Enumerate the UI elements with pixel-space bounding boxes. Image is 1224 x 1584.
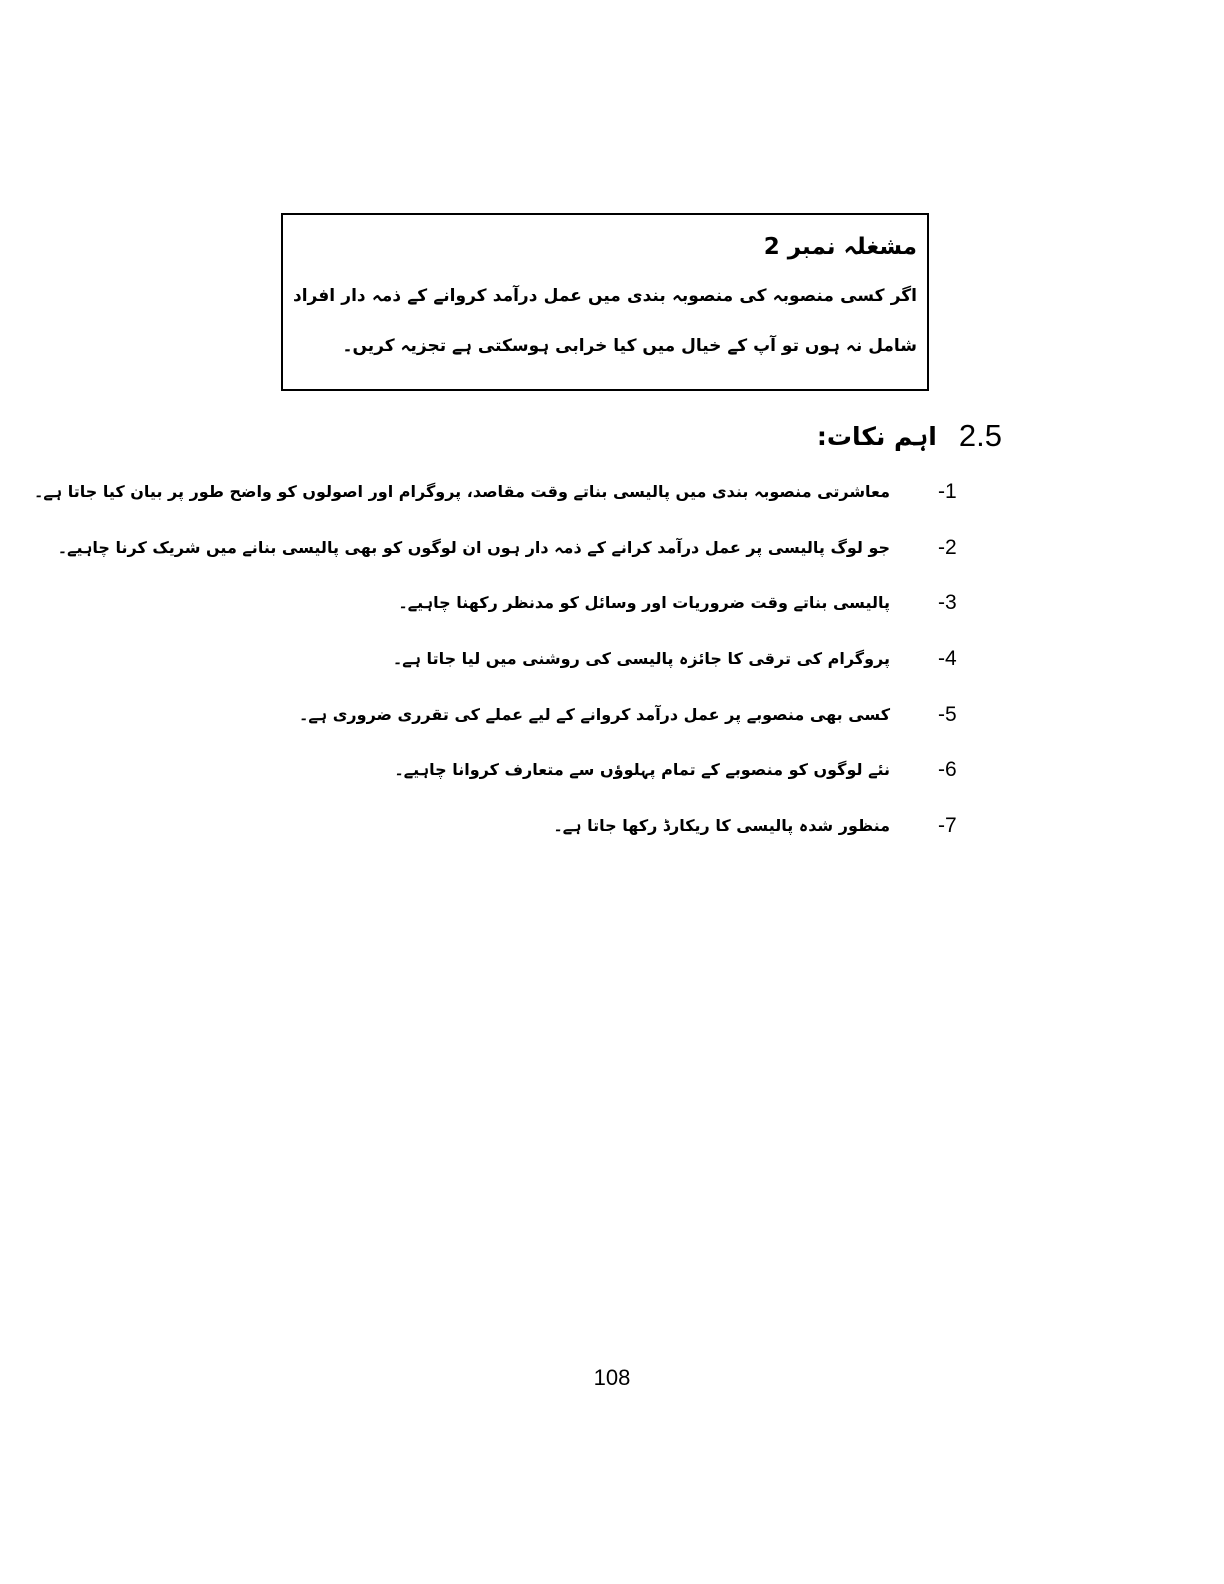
section-title: اہم نکات: bbox=[816, 421, 937, 451]
point-number: -1 bbox=[938, 480, 957, 503]
point-text: جو لوگ پالیسی پر عمل درآمد کرانے کے ذمہ دار ہوں ان لوگوں کو بھی پالیسی بنانے میں شریک کرنا چاہیے۔ bbox=[57, 537, 890, 557]
list-item bbox=[0, 581, 1224, 637]
key-points-list bbox=[0, 470, 1224, 860]
point-text: پروگرام کی ترقی کا جائزہ پالیسی کی روشنی میں لیا جاتا ہے۔ bbox=[392, 649, 890, 669]
point-number: -6 bbox=[938, 758, 957, 782]
activity-title: مشغلہ نمبر 2 bbox=[763, 234, 917, 260]
point-text: نئے لوگوں کو منصوبے کے تمام پہلوؤں سے متعارف کروانا چاہیے۔ bbox=[394, 760, 890, 780]
list-item bbox=[0, 526, 1224, 582]
section-heading bbox=[817, 414, 1002, 458]
list-item bbox=[0, 470, 1224, 526]
list-item bbox=[0, 637, 1224, 693]
point-number: -4 bbox=[938, 647, 957, 671]
activity-box bbox=[281, 213, 929, 391]
page-number: 108 bbox=[593, 1365, 631, 1390]
point-number: -7 bbox=[938, 814, 957, 838]
point-text: پالیسی بناتے وقت ضروریات اور وسائل کو مدنظر رکھنا چاہیے۔ bbox=[398, 593, 890, 613]
point-number: -3 bbox=[938, 591, 957, 615]
list-item bbox=[0, 748, 1224, 804]
activity-text: اگر کسی منصوبہ کی منصوبہ بندی میں عمل درآمد کروانے کے ذمہ دار افراد شامل نہ ہوں تو آپ کے خیال میں کیا خرابی ہوسکتی ہے تجزیہ کریں۔ bbox=[293, 286, 917, 356]
point-text: منظور شدہ پالیسی کا ریکارڈ رکھا جاتا ہے۔ bbox=[553, 816, 890, 836]
point-number: -2 bbox=[938, 535, 957, 559]
list-item bbox=[0, 804, 1224, 860]
point-text: کسی بھی منصوبے پر عمل درآمد کروانے کے لیے عملے کی تقرری ضروری ہے۔ bbox=[299, 704, 890, 724]
list-item bbox=[0, 693, 1224, 749]
point-text: معاشرتی منصوبہ بندی میں پالیسی بناتے وقت مقاصد، پروگرام اور اصولوں کو واضح طور پر بیان کیا جاتا ہے۔ bbox=[34, 482, 890, 501]
point-number: -5 bbox=[938, 702, 957, 726]
section-number: 2.5 bbox=[958, 418, 1002, 453]
